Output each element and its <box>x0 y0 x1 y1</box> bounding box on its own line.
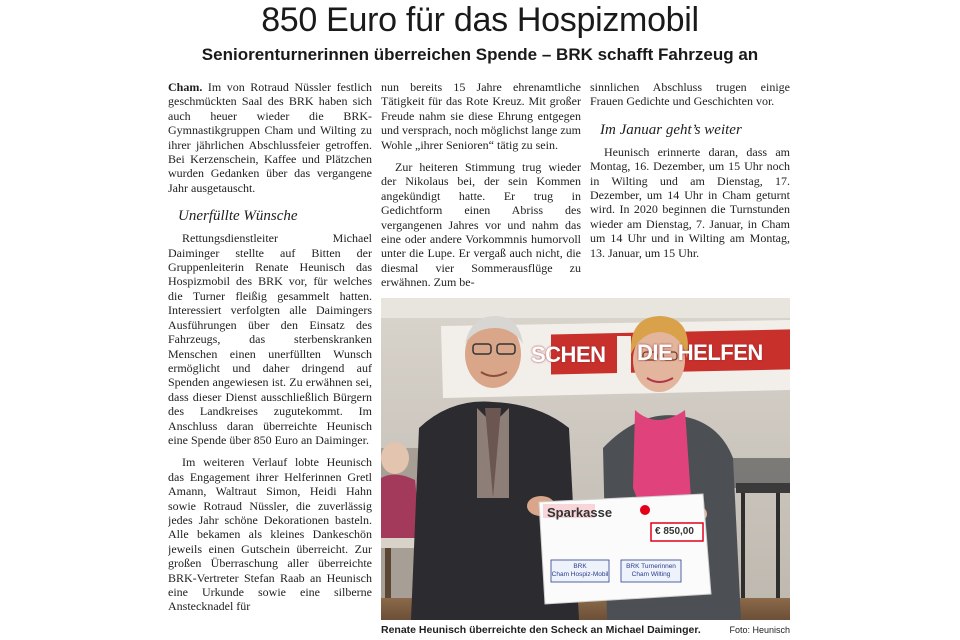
subhead-im-januar: Im Januar geht’s weiter <box>600 121 742 138</box>
article-column-3 <box>590 80 790 260</box>
subheadline: Seniorenturnerinnen überreichen Spende – BRK schafft Fahrzeug an <box>201 45 759 64</box>
paragraph-engagement: Im weiteren Verlauf lobte Heunisch das Engagement ihrer Helferinnen Gretl Amann, Waltraut Simon, Heidi Hahn sowie Rotraud Nüssler, die zuverlässig jedes Jahr schöne Dekorationen basteln. Alle bekamen als kleines Dankeschön jeweils einen Gutschein überreicht. Zur großen Überraschung aller überreichte BRK-Vertreter Stefan Raab an Heunisch eine Urkunde sowie eine silberne Anstecknadel für <box>168 455 372 614</box>
paragraph-termine: Heunisch erinnerte daran, dass am Montag, 16. Dezember, um 15 Uhr noch in Wilting und am Dienstag, 17. Dezember, um 14 Uhr in Cham geturnt wird. In 2020 beginnen die Turnstunden wieder am Dienstag, 7. Januar, in Cham um 14 Uhr und in Wilting am Montag, 13. Januar, um 15 Uhr. <box>590 144 790 260</box>
article-column-1 <box>168 80 372 640</box>
photo-caption <box>381 622 790 638</box>
paragraph-intro-text: Im von Rotraud Nüssler festlich geschmückten Saal des BRK haben sich auch heuer wieder die BRK-Gymnastikgruppen Cham und Wilting zu ihrer jährlichen Abschlussfeier getroffen. Bei Kerzenschein, Kaffee und Plätzchen wurden Gedanken über das vergangene Jahr ausgetauscht. <box>168 80 372 195</box>
cheque-recipient: BRK Cham Hospiz-Mobil <box>551 563 609 578</box>
cheque-amount: € 850,00 <box>655 526 694 537</box>
article-column-2 <box>381 80 581 290</box>
sparkasse-logo-icon <box>640 505 650 515</box>
news-photo <box>381 298 790 620</box>
dateline: Cham. <box>168 80 203 94</box>
banner-cross-gap <box>617 336 631 378</box>
subhead-unerfuellte-wuensche: Unerfüllte Wünsche <box>178 208 298 225</box>
paragraph-ehrung: nun bereits 15 Jahre ehrenamtliche Tätigkeit für das Rote Kreuz. Mit großer Freude nahm sie diese Ehrung entgegen und versprach, noch möglichst lange zum Wohle „ihrer Senioren“ tätig zu sein. <box>381 80 581 152</box>
paragraph-hospizmobil: Rettungsdienstleiter Michael Daiminger stellte auf Bitten der Gruppenleiterin Renate Heunisch das Hospizmobil des BRK vor, für welches die Turner fleißig gesammelt hatten. Interessiert verfolgten alle Daimingers Ausführungen über den Einsatz des Fahrzeugs, das sterbenskranken Menschen einen unerfüllten Wunsch ermöglicht und daher dringend auf Spenden angewiesen ist. Zu erwähnen sei, dass dieser Dienst ausschließlich Bürgern des Landkreises zugutekommt. Im Anschluss daran überreichte Heunisch eine Spende über 850 Euro an Daiminger. <box>168 231 372 447</box>
paragraph-abschluss: sinnlichen Abschluss trugen einige Frauen Gedichte und Geschichten vor. <box>590 80 790 109</box>
paragraph-intro <box>168 80 372 195</box>
banner-text-left: SCHEN <box>531 342 606 367</box>
banner-text-right: DIE HELFEN <box>637 340 763 365</box>
photo-credit: Foto: Heunisch <box>729 625 790 635</box>
cheque-sender: BRK Turnerinnen Cham Wilting <box>626 563 676 578</box>
seated-woman-head <box>381 442 409 474</box>
headline: 850 Euro für das Hospizmobil <box>261 1 699 39</box>
paragraph-nikolaus: Zur heiteren Stimmung trug wieder der Nikolaus bei, der sein Kommen angekündigt hatte. Er trug in Gedichtform einen Abriss des vergangenen Jahres vor und nahm das eine oder andere Vorkommnis humorvoll unter die Lupe. Er vergaß auch nicht, die diesmal vier Sommerausflüge zu erwähnen. Zum be- <box>381 160 581 290</box>
cheque-bank-name: Sparkasse <box>547 505 613 520</box>
caption-text: Renate Heunisch überreichte den Scheck an Michael Daiminger. <box>381 624 701 636</box>
